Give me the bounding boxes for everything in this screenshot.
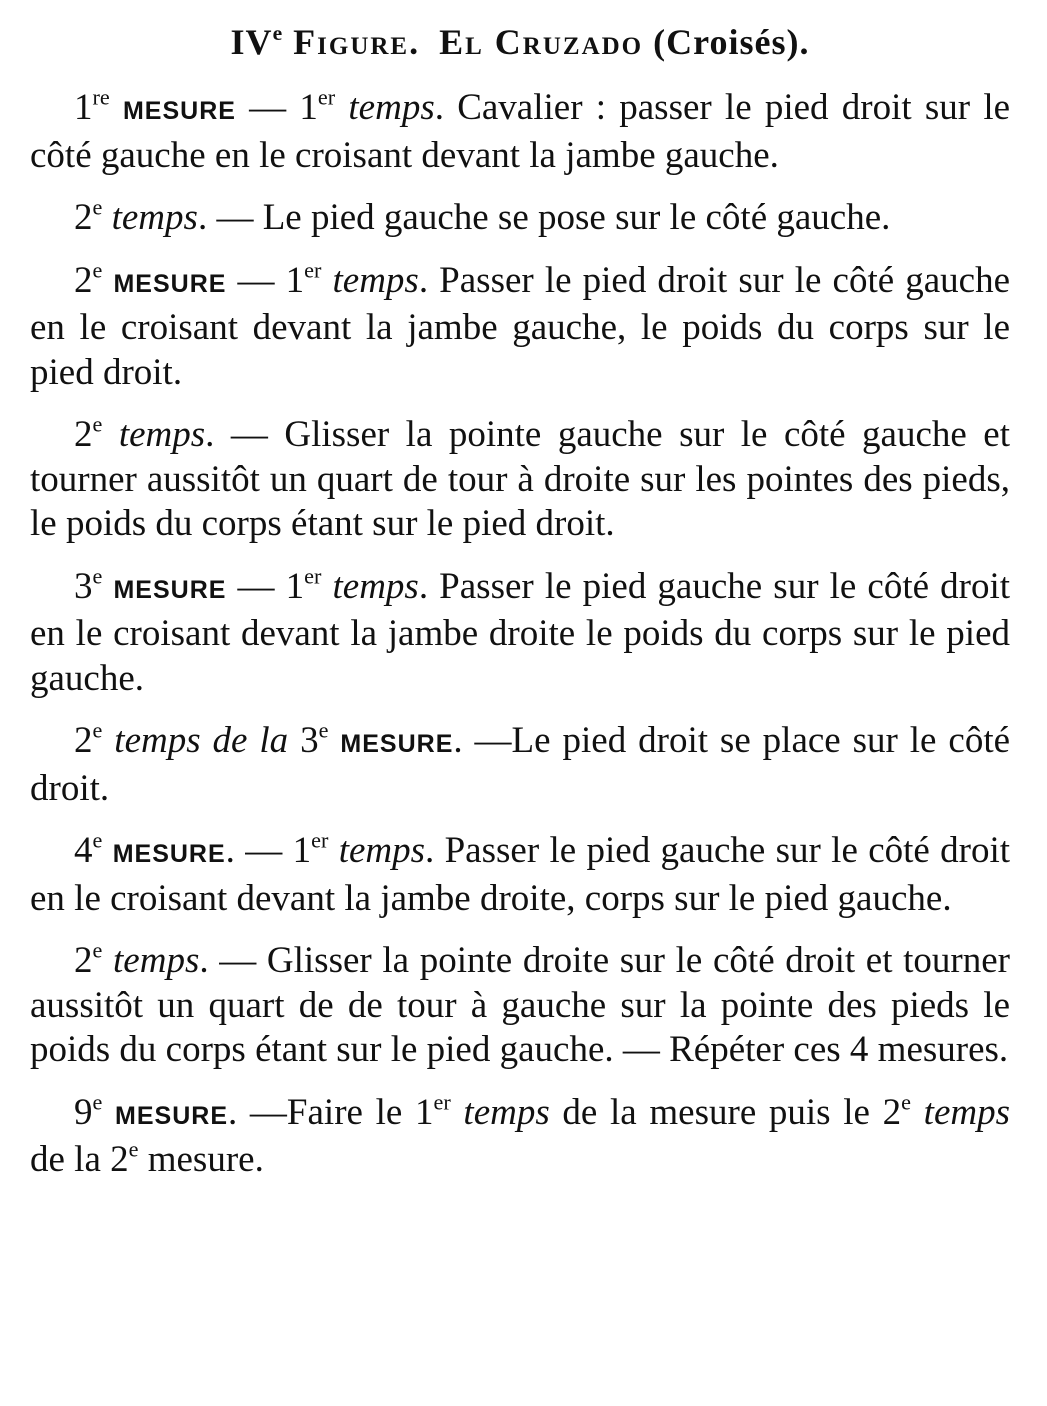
temps-number: 1er [292,827,329,871]
dash: . — [225,830,293,871]
paragraph-mesure-3 [30,565,1010,702]
paragraph-text: . Passer le pied droit sur le côté gauche en le croisant devant la jambe gauche, le poids du corps sur le pied droit. [30,259,1011,393]
mesure-label: MESURE [113,575,227,604]
temps-label: temps [348,87,435,128]
paragraph-temps-mesure-3 [30,719,1010,811]
temps-number: 1er [299,84,336,128]
title-dot: . [409,22,420,62]
temps-label: temps [338,830,426,871]
temps-label: temps [923,1091,1010,1133]
paragraph-text: . — Glisser la pointe gauche sur le côté gauche et tourner aussitôt un quart de tour à droite sur les pointes des pieds, le poids du corps étant sur le pied droit. [30,414,1010,544]
paragraph-mesure-2 [30,259,1010,396]
paragraph-temps-2b [30,413,1010,547]
temps-number: 1er [415,1089,451,1133]
mesure-label: MESURE [113,269,227,298]
mesure-label: MESURE [115,1101,228,1130]
title-roman: IV [230,22,273,62]
paragraph-text: . —Le pied droit se place sur le côté droit. [30,720,1011,809]
paragraph-text: de la [30,1139,111,1180]
title-roman-sup: e [272,20,284,45]
paragraph-temps-2c [30,939,1010,1073]
temps-label: temps [332,259,419,301]
paragraph-text: mesure. [138,1139,264,1180]
dash: . — [228,1091,287,1133]
temps-label: temps [118,414,206,455]
paragraph-text: . Passer le pied gauche sur le côté droit en le croisant devant la jambe droite, corps sur le pied gauche. [30,830,1011,919]
title-figure: Figure [293,22,410,62]
temps-number: 1er [285,257,322,301]
temps-number: 2e [74,411,103,455]
paragraph-mesure-1 [30,86,1010,178]
mesure-label: MESURE [340,730,454,758]
mesure-label: MESURE [122,97,236,125]
temps-label: temps de la [114,720,289,761]
temps-number: 2e [882,1089,911,1133]
temps-number: 2e [74,717,103,761]
paragraph-mesure-4 [30,829,1010,921]
mesure-label: MESURE [112,840,226,868]
mesure-number: 2e [110,1136,139,1180]
paragraph-temps-2 [30,196,1010,241]
paragraph-text: . — Le pied gauche se pose sur le côté gauche. [197,197,891,238]
temps-label: temps [111,197,198,238]
title-subtitle: (Croisés). [653,22,810,62]
dash: — [235,87,300,128]
paragraph-text: . Cavalier : passer le pied droit sur le côté gauche en le croisant devant la jambe gauche. [30,87,1011,176]
mesure-number: 2e [74,257,103,301]
paragraph-mesure-9 [30,1091,1010,1183]
title-dance-name: El Cruzado [439,22,644,62]
dash: — [226,565,286,607]
temps-number: 2e [74,937,103,981]
page [30,18,1010,1388]
temps-label: temps [332,565,419,607]
dash: — [226,259,286,301]
temps-number: 2e [74,194,103,238]
temps-label: temps [113,940,200,981]
paragraph-text: Faire le [286,1091,415,1133]
paragraph-text: de la mesure puis le [549,1091,883,1133]
page-title [30,18,1010,66]
mesure-number: 3e [300,717,329,761]
paragraph-text: . — Glisser la pointe droite sur le côté droit et tourner aussitôt un quart de de tour à gauche sur la pointe des pieds le poids du corps étant sur le pied gauche. — Répéter ces 4 mesures. [30,940,1010,1070]
temps-number: 1er [285,563,322,607]
mesure-number: 9e [74,1089,103,1133]
mesure-number: 1re [74,84,110,128]
mesure-number: 4e [74,827,103,871]
temps-label: temps [463,1091,550,1133]
mesure-number: 3e [74,563,103,607]
paragraph-text: . Passer le pied gauche sur le côté droit en le croisant devant la jambe droite le poids du corps sur le pied gauche. [30,565,1011,699]
